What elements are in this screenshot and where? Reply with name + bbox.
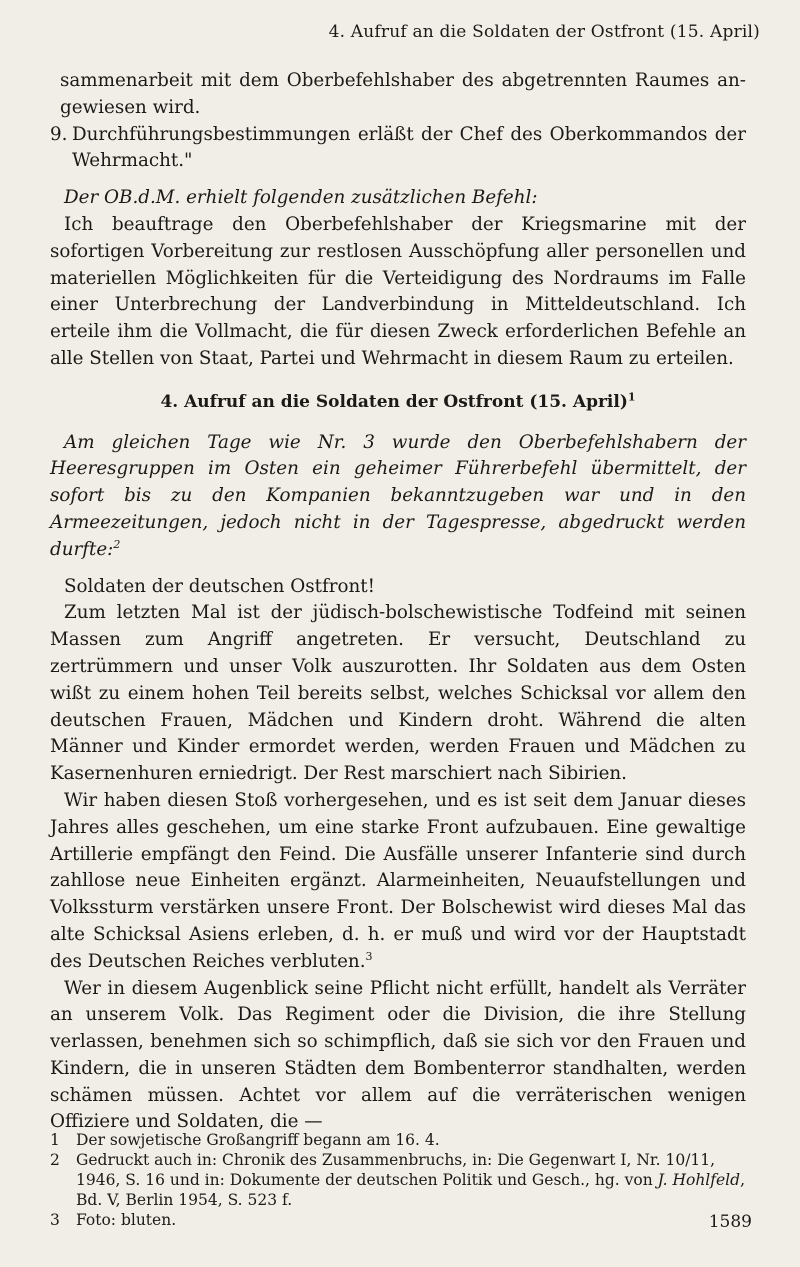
section-heading-text: 4. Aufruf an die Soldaten der Ostfront (15. April) bbox=[160, 391, 628, 412]
footnote-text bbox=[76, 1150, 750, 1210]
section-heading bbox=[50, 389, 746, 416]
section-introduction bbox=[50, 430, 746, 564]
footnote-text: Der sowjetische Großangriff begann am 16. 4. bbox=[76, 1131, 440, 1149]
page-number: 1589 bbox=[708, 1212, 752, 1232]
footnote-ref-1[interactable]: 1 bbox=[627, 390, 636, 404]
footnote-text-part: , Bd. V, Berlin 1954, S. 523 f. bbox=[76, 1171, 745, 1209]
footnote-ref-2[interactable]: 2 bbox=[113, 537, 121, 551]
numbered-item-9 bbox=[50, 122, 746, 176]
order-obdm: Ich beauftrage den Oberbefehlshaber der Kriegsmarine mit der sofortigen Vorbereitung zur restlosen Ausschöpfung aller personellen und materiellen Möglichkeiten für die Verteidigung des Nordraums im Falle einer Unterbrechung der Landverbindung in Mitteldeutschland. Ich erteile ihm die Vollmacht, die für diesen Zweck erforderlichen Befehle an alle Stellen von Staat, Partei und Wehrmacht in diesem Raum zu erteilen. bbox=[50, 213, 746, 369]
footnote-text-part: Gedruckt auch in: Chronik des Zusammenbruchs, in: Die Gegenwart I, Nr. 10/11, 1946, S. 16 und in: Dokumente der deutschen Politik und Gesch., hg. von bbox=[76, 1151, 716, 1189]
footnote-number: 3 bbox=[50, 1211, 60, 1229]
item-text: Durchführungsbestimmungen erläßt der Chef des Oberkommandos der Wehrmacht." bbox=[72, 123, 746, 172]
footnote-number: 1 bbox=[50, 1131, 60, 1149]
continuation-paragraph: sammenarbeit mit dem Oberbefehlshaber des abgetrennten Raumes an-gewiesen wird. bbox=[60, 70, 746, 118]
running-header: 4. Aufruf an die Soldaten der Ostfront (15. April) bbox=[328, 22, 760, 42]
footnote-number: 2 bbox=[50, 1151, 60, 1169]
editorial-note-obdm: Der OB.d.M. erhielt folgenden zusätzlichen Befehl: bbox=[64, 187, 538, 209]
footnote bbox=[50, 1210, 750, 1230]
appeal-paragraph-2-text: Wir haben diesen Stoß vorhergesehen, und es ist seit dem Januar dieses Jahres alles geschehen, um eine starke Front aufzubauen. Eine gewaltige Artillerie empfängt den Feind. Die Ausfälle unserer Infanterie sind durch zahllose neue Einheiten ergänzt. Alarmeinheiten, Neuaufstellungen und Volkssturm verstärken unsere Front. Der Bolschewist wird dieses Mal das alte Schicksal Asiens erleben, d. h. er muß und wird vor der Hauptstadt des Deutschen Reiches verbluten. bbox=[50, 789, 746, 972]
footnote-text: Foto: bluten. bbox=[76, 1211, 177, 1229]
appeal-paragraph-2 bbox=[50, 788, 746, 976]
appeal-paragraph-1: Zum letzten Mal ist der jüdisch-bolschewistische Todfeind mit seinen Massen zum Angriff angetreten. Er versucht, Deutschland zu zertrümmern und unser Volk auszurotten. Ihr Soldaten aus dem Osten wißt zu einem hohen Teil bereits selbst, welches Schicksal vor allem den deutschen Frauen, Mädchen und Kindern droht. Während die alten Männer und Kinder ermordet werden, werden Frauen und Mädchen zu Kasernenhuren erniedrigt. Der Rest marschiert nach Sibirien. bbox=[50, 602, 746, 785]
appeal-paragraph-3: Wer in diesem Augenblick seine Pflicht nicht erfüllt, handelt als Verräter an unserem Volk. Das Regiment oder die Division, die ihre Stellung verlassen, benehmen sich so schimpflich, daß sie sich vor den Frauen und Kindern, die in unseren Städten dem Bombenterror standhalten, werden schämen müssen. Achtet vor allem auf die verräterischen wenigen Offiziere und Soldaten, die — bbox=[50, 977, 746, 1133]
main-text bbox=[50, 68, 746, 1136]
footnote-ref-3[interactable]: 3 bbox=[365, 949, 373, 963]
section-intro-text: Am gleichen Tage wie Nr. 3 wurde den Oberbefehlshabern der Heeresgruppen im Osten ein geheimer Führerbefehl übermittelt, der sofort bis zu den Kompanien bekanntzugeben war und in den Armeezeitungen, jedoch nicht in der Tagespresse, abgedruckt werden durfte: bbox=[50, 431, 746, 560]
footnote-author: J. Hohlfeld bbox=[657, 1171, 741, 1189]
item-number: 9. bbox=[50, 123, 68, 145]
footnote bbox=[50, 1150, 750, 1210]
appeal-salutation: Soldaten der deutschen Ostfront! bbox=[64, 575, 375, 597]
footnote bbox=[50, 1130, 750, 1150]
footnotes bbox=[50, 1130, 750, 1230]
